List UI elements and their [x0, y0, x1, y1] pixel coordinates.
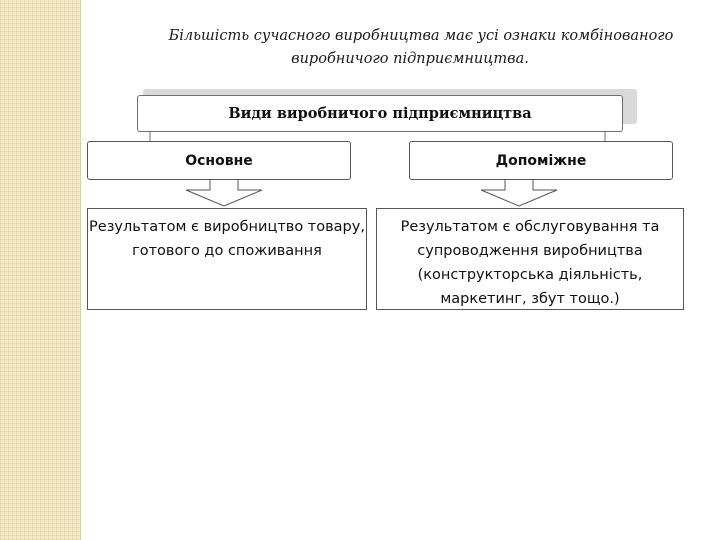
type-box-main: [87, 141, 351, 180]
diagram-title-box: [137, 95, 623, 132]
result-text-main: Результатом є виробництво товару, готового до споживання: [89, 219, 365, 259]
arrow-down-left: [186, 178, 262, 206]
intro-text-content: Більшість сучасного виробництва має усі ознаки комбінованого виробничого підприємництва.: [168, 28, 674, 67]
type-box-auxiliary: [409, 141, 673, 180]
diagram-title: Види виробничого підприємництва: [228, 105, 532, 122]
result-text-auxiliary: Результатом є обслуговування та супроводження виробництва (конструкторська діяльність, маркетинг, збут тощо.): [400, 219, 660, 307]
result-box-main: [87, 208, 367, 310]
type-label-main: Основне: [185, 152, 253, 169]
type-label-auxiliary: Допоміжне: [495, 152, 587, 169]
result-box-auxiliary: [376, 208, 684, 310]
arrow-down-right: [481, 178, 557, 206]
